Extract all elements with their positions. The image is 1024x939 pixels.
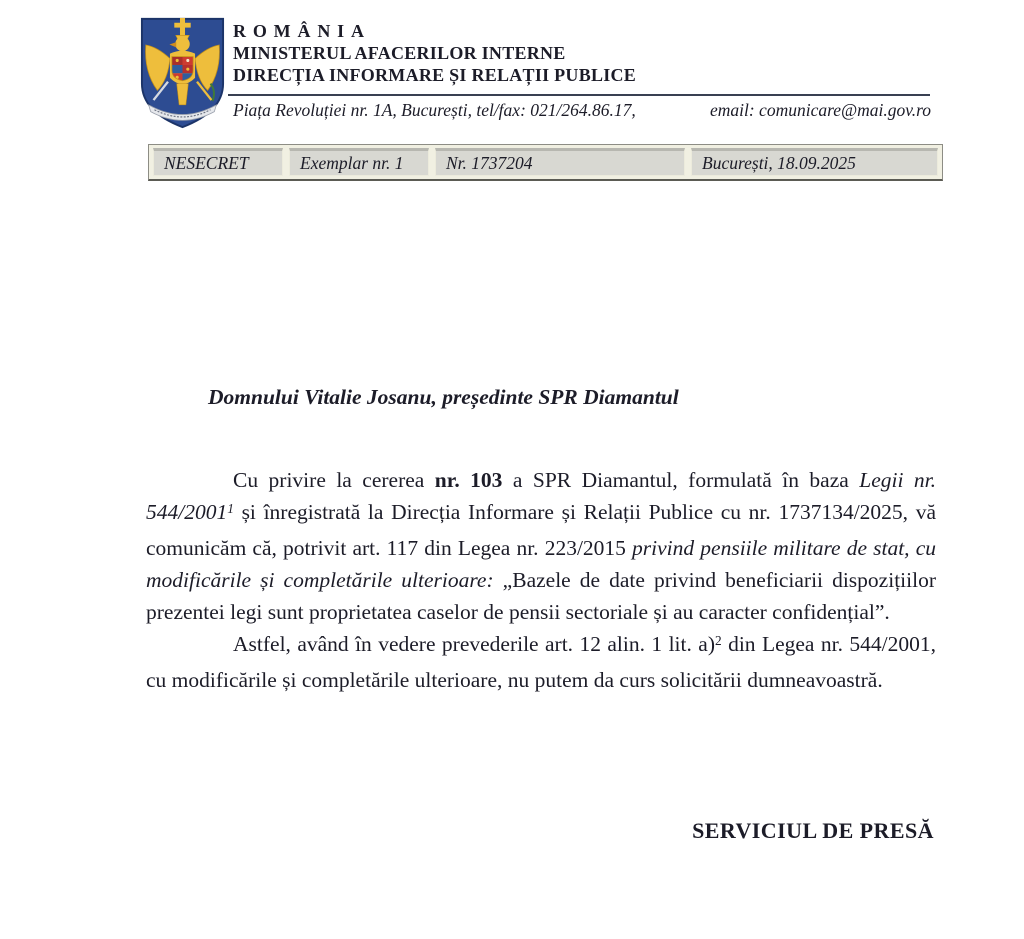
letterhead-divider <box>228 94 930 96</box>
ministry-name: MINISTERUL AFACERILOR INTERNE <box>233 43 566 63</box>
registration-strip <box>148 144 943 181</box>
place-date-cell: București, 18.09.2025 <box>691 148 938 176</box>
classification-cell: NESECRET <box>153 148 283 176</box>
exemplar-cell: Exemplar nr. 1 <box>289 148 429 176</box>
salutation: Domnului Vitalie Josanu, președinte SPR Diamantul <box>208 385 679 409</box>
email-address: email: comunicare@mai.gov.ro <box>709 100 931 120</box>
paragraph-2: Astfel, având în vedere prevederile art. 12 alin. 1 lit. a)$^2$ din Legea nr. 544/2001, cu modificările și completările ulterioare, nu putem da curs solicitării dumneavoastră. <box>146 632 936 692</box>
address-telephone: Piața Revoluției nr. 1A, București, tel/fax: 021/264.86.17, <box>233 100 636 120</box>
registration-number-cell: Nr. 1737204 <box>435 148 685 176</box>
contact-line <box>233 100 931 121</box>
letterhead <box>233 20 636 86</box>
romania-coat-of-arms-icon <box>139 16 226 130</box>
signature-block: SERVICIUL DE PRESĂ <box>692 818 934 843</box>
directorate-name: DIRECȚIA INFORMARE ȘI RELAȚII PUBLICE <box>233 65 637 85</box>
country-name: ROMÂNIA <box>233 21 371 41</box>
letter-body <box>146 464 936 696</box>
paragraph-1: Cu privire la cererea nr. 103 a SPR Diamantul, formulată în baza Legii nr. 544/2001$^1$ și înregistrată la Direcția Informare și Relații Publice cu nr. 1737134/2025, vă comunicăm că, potrivit art. 117 din Legea nr. 223/2015 privind pensiile militare de stat, cu modificările și completările ulterioare: „Bazele de date privind beneficiarii dispozițiilor prezentei legi sunt proprietatea caselor de pensii sectoriale și au caracter confidențial”. <box>146 468 937 625</box>
